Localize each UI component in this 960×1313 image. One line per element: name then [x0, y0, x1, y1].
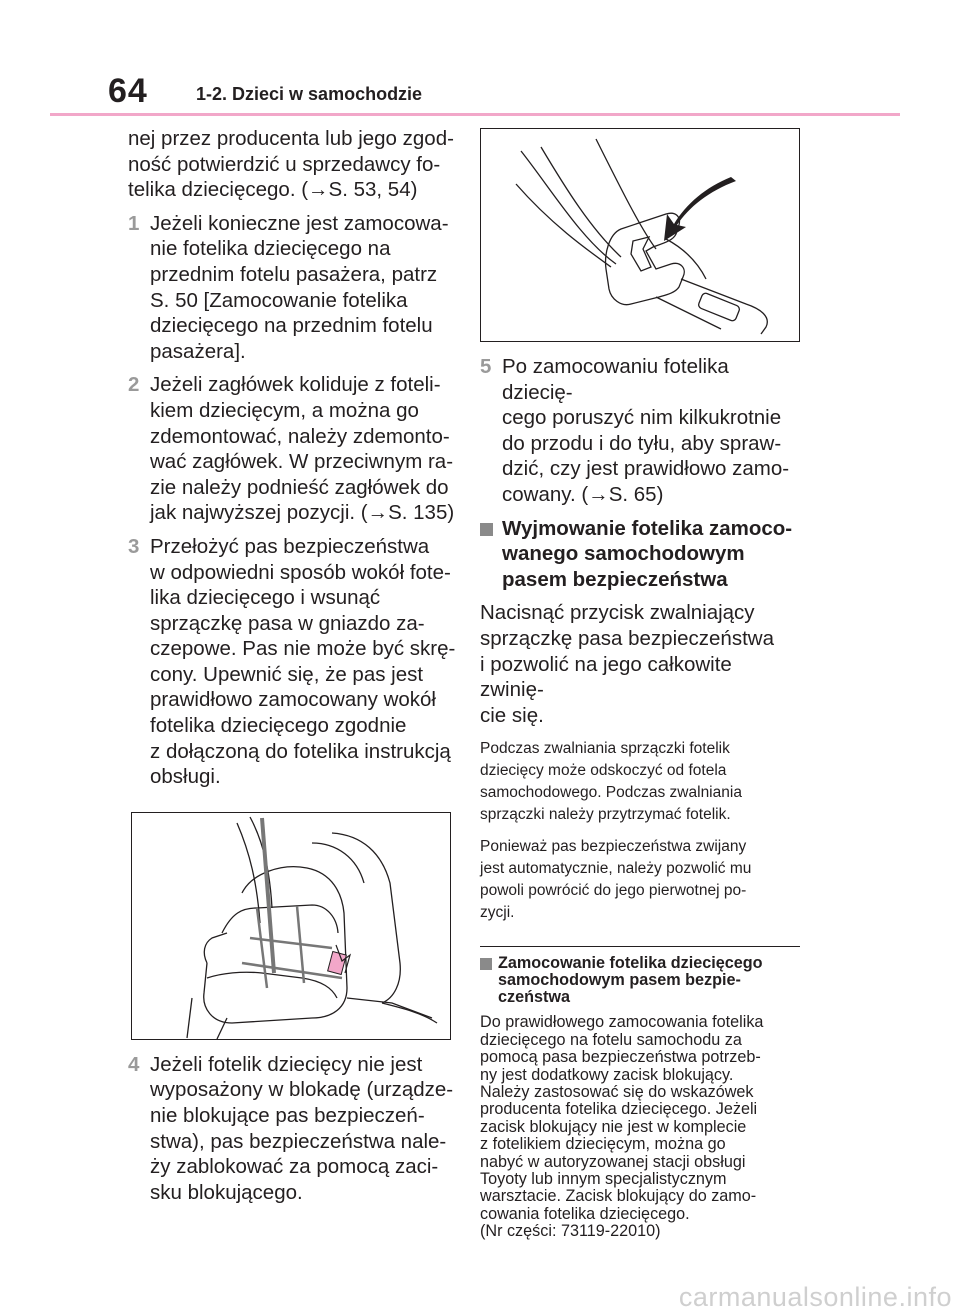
- note-paragraph-2: Ponieważ pas bezpieczeństwa zwijany jest automatycznie, należy pozwolić mu powoli powrócić do jego pierwotnej po- zycji.: [480, 838, 752, 922]
- info-heading: [480, 955, 800, 1006]
- section-heading: [480, 516, 800, 593]
- square-bullet-icon: [480, 523, 493, 536]
- section-heading-text: Wyjmowanie fotelika zamoco- wanego samochodowym pasem bezpieczeństwa: [502, 516, 793, 591]
- step-4: [128, 1052, 456, 1206]
- note-paragraph-1: Podczas zwalniania sprzączki fotelik dziecięcy może odskoczyć od fotela samochodowego. Podczas zwalniania sprzączki należy przytrzymać fotelik.: [480, 740, 742, 824]
- child-seat-illustration: [131, 812, 451, 1040]
- square-bullet-icon: [480, 958, 492, 970]
- locking-clip-illustration: [480, 128, 800, 342]
- intro-paragraph: nej przez producenta lub jego zgod- ność potwierdzić u sprzedawcy fo- telika dziecięcego. (→S. 53, 54): [128, 127, 454, 202]
- info-body: Do prawidłowego zamocowania fotelika dziecięcego na fotelu samochodu za pomocą pasa bezpieczeństwa potrzeb- ny jest dodatkowy zacisk blokujący. Należy zastosować się do wskazówek producenta fotelika dziecięcego. Jeżeli zacisk blokujący nie jest w komplecie z fotelikiem dziecięcym, można go nabyć w autoryzowanej stacji obsługi Toyoty lub innym specjalistycznym warsztacie. Zacisk blokujący do zamo- cowania fotelika dziecięcego. (Nr części: 73119-22010): [480, 1013, 764, 1241]
- watermark: carmanualsonline.info: [678, 1282, 952, 1312]
- step-text: Jeżeli fotelik dziecięcy nie jest wyposażony w blokadę (urządze- nie blokujące pas bezpieczeń- stwa), pas bezpieczeństwa nale- ży zablokować za pomocą zaci- sku blokującego.: [150, 1052, 454, 1204]
- page-number: 64: [108, 72, 148, 110]
- step-2: [128, 372, 456, 526]
- step-text: Jeżeli zagłówek koliduje z foteli- kiem dziecięcym, a można go zdemontować, należy zdemonto- wać zagłówek. W przeciwnym ra- zie należy podnieść zagłówek do jak najwyższej pozycji. (→S. 135): [150, 373, 455, 525]
- step-text: Jeżeli konieczne jest zamocowa- nie fotelika dziecięcego na przednim fotelu pasażera, patrz S. 50 [Zamocowanie fotelika dziecięcego na przednim fotelu pasażera].: [150, 211, 449, 363]
- step-5: [480, 354, 800, 508]
- locking-clip-drawing: [481, 129, 799, 341]
- divider: [480, 946, 800, 947]
- section-title: 1-2. Dzieci w samochodzie: [196, 84, 423, 104]
- left-column: [128, 126, 456, 1205]
- step-number: 4: [128, 1052, 140, 1076]
- body-paragraph: Nacisnąć przycisk zwalniający sprzączkę pasa bezpieczeństwa i pozwolić na jego całkowite zwinię- cie się.: [480, 601, 774, 727]
- step-1: [128, 211, 456, 365]
- step-number: 1: [128, 211, 140, 235]
- header-rule: [50, 113, 900, 116]
- step-number: 3: [128, 534, 140, 558]
- child-seat-drawing: [132, 813, 450, 1039]
- step-text: Po zamocowaniu fotelika dziecię- cego poruszyć nim kilkukrotnie do przodu i do tyłu, aby spraw- dzić, czy jest prawidłowo zamo- cowany. (→S. 65): [502, 355, 790, 506]
- right-column: [480, 354, 800, 1241]
- step-text: Przełożyć pas bezpieczeństwa w odpowiedni sposób wokół fote- lika dziecięcego i wsunąć sprzączkę pasa w gniazdo za- czepowe. Pas nie może być skrę- cony. Upewnić się, że pas jest prawidłowo zamocowany wokół fotelika dziecięcego zgodnie z dołączoną do fotelika instrukcją obsługi.: [150, 534, 456, 789]
- step-number: 2: [128, 373, 140, 397]
- step-number: 5: [480, 355, 492, 378]
- step-3: [128, 534, 456, 790]
- info-heading-text: Zamocowanie fotelika dziecięcego samochodowym pasem bezpie- czeństwa: [498, 954, 763, 1007]
